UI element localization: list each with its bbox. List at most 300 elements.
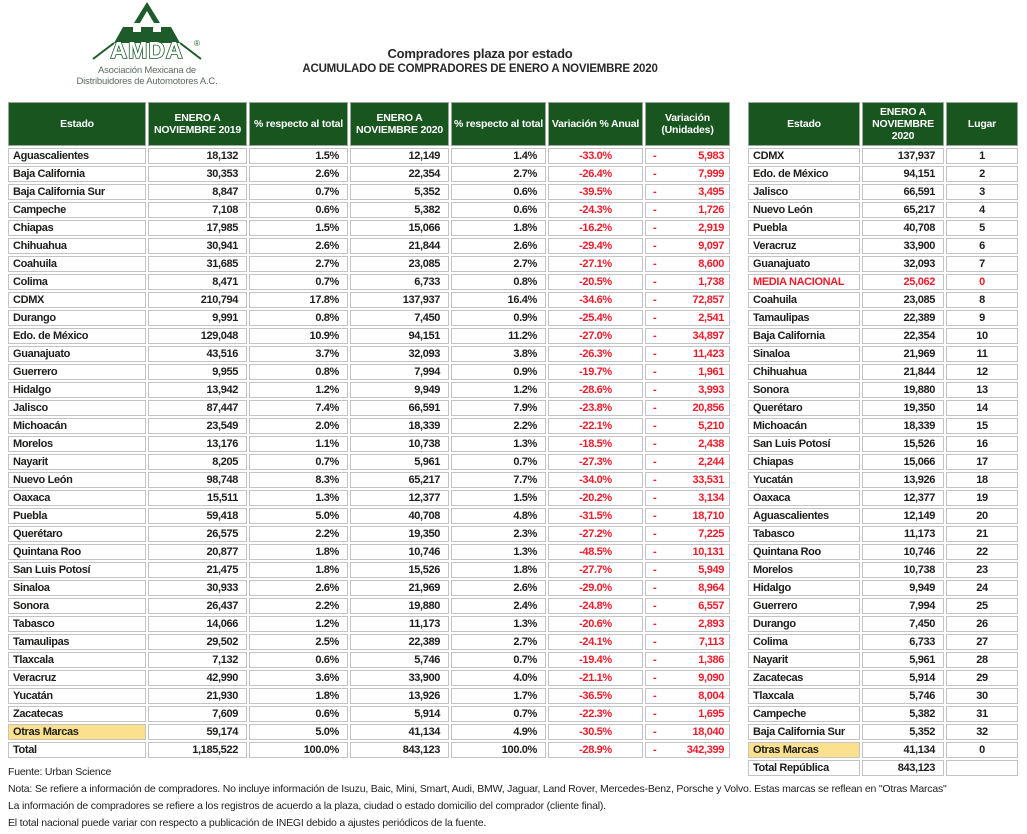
units-value: 1,386 [698,654,724,666]
rank-cell: 2 [946,166,1018,182]
pct-total-2019-cell: 1.8% [249,544,348,560]
value-2019-cell: 8,471 [148,274,247,290]
value-2020-cell: 6,733 [350,274,449,290]
value-2019-cell: 9,955 [148,364,247,380]
table-row [8,454,730,470]
value-2020-cell: 41,134 [862,742,944,758]
value-2019-cell: 26,437 [148,598,247,614]
variation-units-cell [645,238,730,254]
table-row [748,274,1018,290]
units-value: 3,134 [698,492,724,504]
rank-cell: 20 [946,508,1018,524]
minus-sign: - [653,528,657,540]
value-2019-cell: 8,205 [148,454,247,470]
value-2020-cell: 66,591 [350,400,449,416]
minus-sign: - [653,240,657,252]
minus-sign: - [653,330,657,342]
minus-sign: - [653,546,657,558]
variation-units-cell [645,688,730,704]
value-2020-cell: 18,339 [862,418,944,434]
rank-column-header: ENERO A NOVIEMBRE 2020 [862,102,944,146]
value-2019-cell: 7,132 [148,652,247,668]
table-row [8,418,730,434]
value-2019-cell: 7,609 [148,706,247,722]
pct-total-2020-cell: 1.7% [451,688,546,704]
state-name-cell: Jalisco [748,184,860,200]
value-2019-cell: 14,066 [148,616,247,632]
variation-pct-cell: -18.5% [548,436,643,452]
svg-text:AMDA: AMDA [110,37,184,60]
units-value: 2,893 [698,618,724,630]
state-name-cell: Guanajuato [748,256,860,272]
units-value: 7,999 [698,168,724,180]
rank-cell: 3 [946,184,1018,200]
pct-total-2020-cell: 1.3% [451,436,546,452]
units-value: 33,531 [692,474,724,486]
rank-cell: 17 [946,454,1018,470]
state-name-cell: Sinaloa [8,580,146,596]
pct-total-2020-cell: 2.7% [451,634,546,650]
table-row [748,310,1018,326]
value-2019-cell: 29,502 [148,634,247,650]
table-row [8,436,730,452]
variation-pct-cell: -25.4% [548,310,643,326]
variation-units-cell [645,724,730,740]
table-row [8,652,730,668]
table-row [748,436,1018,452]
table-row [748,364,1018,380]
pct-total-2019-cell: 17.8% [249,292,348,308]
table-row [748,652,1018,668]
value-2020-cell: 7,994 [862,598,944,614]
rank-cell: 19 [946,490,1018,506]
value-2020-cell: 40,708 [862,220,944,236]
pct-total-2019-cell: 1.8% [249,562,348,578]
table-row [8,274,730,290]
pct-total-2020-cell: 0.7% [451,454,546,470]
pct-total-2020-cell: 2.3% [451,526,546,542]
state-name-cell: Tlaxcala [748,688,860,704]
state-name-cell: Yucatán [8,688,146,704]
pct-total-2020-cell: 0.7% [451,706,546,722]
variation-units-cell [645,706,730,722]
value-2020-cell: 65,217 [862,202,944,218]
value-2020-cell: 15,526 [862,436,944,452]
main-column-header: ENERO A NOVIEMBRE 2020 [350,102,449,146]
pct-total-2020-cell: 1.3% [451,616,546,632]
table-row [748,346,1018,362]
state-name-cell: Total República [748,760,860,776]
variation-units-cell [645,256,730,272]
variation-pct-cell: -39.5% [548,184,643,200]
variation-units-cell [645,562,730,578]
rank-cell: 10 [946,328,1018,344]
variation-units-cell [645,508,730,524]
value-2020-cell: 94,151 [862,166,944,182]
value-2020-cell: 94,151 [350,328,449,344]
variation-pct-cell: -33.0% [548,148,643,164]
variation-units-cell [645,328,730,344]
variation-pct-cell: -26.3% [548,346,643,362]
minus-sign: - [653,708,657,720]
state-ranking-table [746,100,1020,778]
value-2020-cell: 843,123 [862,760,944,776]
state-name-cell: CDMX [8,292,146,308]
value-2020-cell: 32,093 [862,256,944,272]
minus-sign: - [653,492,657,504]
rank-cell: 25 [946,598,1018,614]
units-value: 2,541 [698,312,724,324]
table-row [8,400,730,416]
rank-cell: 30 [946,688,1018,704]
main-column-header: Variación % Anual [548,102,643,146]
table-row [8,508,730,524]
pct-total-2020-cell: 0.6% [451,184,546,200]
value-2019-cell: 59,418 [148,508,247,524]
state-name-cell: Yucatán [748,472,860,488]
table-row [748,328,1018,344]
pct-total-2019-cell: 0.6% [249,706,348,722]
pct-total-2019-cell: 10.9% [249,328,348,344]
rank-cell: 0 [946,274,1018,290]
state-name-cell: Michoacán [748,418,860,434]
rank-cell: 0 [946,742,1018,758]
state-name-cell: Nayarit [748,652,860,668]
value-2020-cell: 18,339 [350,418,449,434]
variation-units-cell [645,598,730,614]
pct-total-2019-cell: 5.0% [249,508,348,524]
state-name-cell: Tamaulipas [8,634,146,650]
value-2020-cell: 23,085 [350,256,449,272]
value-2019-cell: 18,132 [148,148,247,164]
value-2020-cell: 12,377 [862,490,944,506]
main-table-header-row [8,102,730,146]
value-2019-cell: 1,185,522 [148,742,247,758]
value-2020-cell: 5,382 [862,706,944,722]
variation-pct-cell: -34.0% [548,472,643,488]
variation-pct-cell: -29.0% [548,580,643,596]
value-2020-cell: 66,591 [862,184,944,200]
state-name-cell: Colima [8,274,146,290]
value-2019-cell: 21,930 [148,688,247,704]
state-name-cell: Coahuila [8,256,146,272]
pct-total-2020-cell: 0.8% [451,274,546,290]
table-row [8,256,730,272]
state-name-cell: Nuevo León [8,472,146,488]
table-row [8,382,730,398]
pct-total-2019-cell: 0.6% [249,652,348,668]
pct-total-2020-cell: 100.0% [451,742,546,758]
state-name-cell: Oaxaca [8,490,146,506]
table-row [8,526,730,542]
table-row [748,526,1018,542]
value-2020-cell: 65,217 [350,472,449,488]
state-name-cell: CDMX [748,148,860,164]
state-name-cell: Campeche [8,202,146,218]
rank-cell: 5 [946,220,1018,236]
units-value: 6,557 [698,600,724,612]
state-name-cell: Tamaulipas [748,310,860,326]
table-row [8,148,730,164]
table-row [748,166,1018,182]
variation-pct-cell: -31.5% [548,508,643,524]
state-name-cell: Nayarit [8,454,146,470]
table-row [8,544,730,560]
variation-units-cell [645,490,730,506]
value-2019-cell: 7,108 [148,202,247,218]
pct-total-2020-cell: 7.7% [451,472,546,488]
state-name-cell: Durango [748,616,860,632]
value-2020-cell: 6,733 [862,634,944,650]
minus-sign: - [653,654,657,666]
table-row [748,508,1018,524]
value-2020-cell: 33,900 [350,670,449,686]
variation-units-cell [645,454,730,470]
value-2019-cell: 129,048 [148,328,247,344]
state-name-cell: Veracruz [748,238,860,254]
state-name-cell: Baja California Sur [748,724,860,740]
minus-sign: - [653,510,657,522]
variation-units-cell [645,742,730,758]
value-2020-cell: 5,914 [862,670,944,686]
variation-pct-cell: -24.3% [548,202,643,218]
value-2020-cell: 41,134 [350,724,449,740]
rank-cell: 29 [946,670,1018,686]
value-2020-cell: 10,738 [350,436,449,452]
table-row [748,202,1018,218]
variation-pct-cell: -36.5% [548,688,643,704]
state-name-cell: Quintana Roo [8,544,146,560]
minus-sign: - [653,618,657,630]
state-name-cell: Puebla [8,508,146,524]
svg-text:®: ® [194,39,200,48]
variation-pct-cell: -29.4% [548,238,643,254]
value-2020-cell: 21,844 [862,364,944,380]
value-2020-cell: 33,900 [862,238,944,254]
state-name-cell: San Luis Potosí [8,562,146,578]
value-2020-cell: 22,389 [350,634,449,650]
variation-pct-cell: -27.0% [548,328,643,344]
variation-units-cell [645,364,730,380]
variation-units-cell [645,310,730,326]
page-title: Compradores plaza por estado [387,46,573,61]
units-value: 5,949 [698,564,724,576]
value-2020-cell: 21,969 [350,580,449,596]
rank-cell: 11 [946,346,1018,362]
value-2019-cell: 43,516 [148,346,247,362]
state-name-cell: Querétaro [8,526,146,542]
state-name-cell: Zacatecas [748,670,860,686]
state-name-cell: Baja California Sur [8,184,146,200]
variation-pct-cell: -19.7% [548,364,643,380]
pct-total-2019-cell: 100.0% [249,742,348,758]
variation-pct-cell: -27.1% [548,256,643,272]
rank-cell: 27 [946,634,1018,650]
rank-cell: 28 [946,652,1018,668]
value-2020-cell: 5,382 [350,202,449,218]
table-row [8,742,730,758]
state-name-cell: Aguascalientes [748,508,860,524]
variation-units-cell [645,616,730,632]
state-name-cell: Total [8,742,146,758]
variation-pct-cell: -24.1% [548,634,643,650]
variation-units-cell [645,526,730,542]
variation-pct-cell: -27.3% [548,454,643,470]
value-2020-cell: 5,746 [862,688,944,704]
variation-pct-cell: -22.1% [548,418,643,434]
value-2020-cell: 10,746 [350,544,449,560]
value-2019-cell: 30,933 [148,580,247,596]
value-2019-cell: 98,748 [148,472,247,488]
minus-sign: - [653,600,657,612]
state-name-cell: Guerrero [748,598,860,614]
table-row [748,454,1018,470]
table-row [8,220,730,236]
minus-sign: - [653,672,657,684]
value-2019-cell: 9,991 [148,310,247,326]
units-value: 1,695 [698,708,724,720]
pct-total-2019-cell: 0.8% [249,310,348,326]
state-name-cell: Baja California [8,166,146,182]
state-name-cell: Querétaro [748,400,860,416]
pct-total-2020-cell: 2.6% [451,580,546,596]
minus-sign: - [653,744,657,756]
value-2020-cell: 15,526 [350,562,449,578]
state-name-cell: Hidalgo [748,580,860,596]
value-2019-cell: 13,176 [148,436,247,452]
minus-sign: - [653,168,657,180]
variation-units-cell [645,418,730,434]
variation-units-cell [645,580,730,596]
rank-cell: 21 [946,526,1018,542]
value-2020-cell: 7,994 [350,364,449,380]
variation-units-cell [645,292,730,308]
table-row [748,490,1018,506]
pct-total-2020-cell: 4.8% [451,508,546,524]
table-row [748,706,1018,722]
value-2020-cell: 23,085 [862,292,944,308]
pct-total-2020-cell: 1.2% [451,382,546,398]
main-column-header: Estado [8,102,146,146]
minus-sign: - [653,258,657,270]
value-2020-cell: 9,949 [862,580,944,596]
value-2019-cell: 8,847 [148,184,247,200]
table-row [8,328,730,344]
pct-total-2020-cell: 11.2% [451,328,546,344]
rank-table-header-row [748,102,1018,146]
logo-caption-line1: Asociación Mexicana de [97,65,197,76]
table-row [8,562,730,578]
table-row [748,292,1018,308]
value-2020-cell: 21,969 [862,346,944,362]
table-row [748,580,1018,596]
value-2020-cell: 19,350 [350,526,449,542]
pct-total-2020-cell: 1.5% [451,490,546,506]
footnotes [8,764,1018,832]
units-value: 2,919 [698,222,724,234]
value-2020-cell: 5,961 [350,454,449,470]
value-2019-cell: 26,575 [148,526,247,542]
value-2020-cell: 5,961 [862,652,944,668]
pct-total-2020-cell: 0.7% [451,652,546,668]
pct-total-2020-cell: 0.9% [451,310,546,326]
main-column-header: % respecto al total [249,102,348,146]
value-2020-cell: 13,926 [350,688,449,704]
table-row [748,256,1018,272]
variation-pct-cell: -34.6% [548,292,643,308]
rank-cell: 18 [946,472,1018,488]
pct-total-2019-cell: 2.5% [249,634,348,650]
pct-total-2019-cell: 1.5% [249,148,348,164]
units-value: 9,097 [698,240,724,252]
value-2020-cell: 19,880 [350,598,449,614]
value-2020-cell: 12,149 [350,148,449,164]
value-2020-cell: 9,949 [350,382,449,398]
variation-pct-cell: -20.2% [548,490,643,506]
pct-total-2020-cell: 4.9% [451,724,546,740]
minus-sign: - [653,384,657,396]
variation-units-cell [645,166,730,182]
rank-column-header: Lugar [946,102,1018,146]
units-value: 34,897 [692,330,724,342]
value-2020-cell: 15,066 [350,220,449,236]
pct-total-2019-cell: 2.6% [249,166,348,182]
variation-units-cell [645,274,730,290]
table-row [8,688,730,704]
state-name-cell: Zacatecas [8,706,146,722]
table-row [8,184,730,200]
state-name-cell: Puebla [748,220,860,236]
minus-sign: - [653,186,657,198]
pct-total-2020-cell: 1.8% [451,220,546,236]
value-2020-cell: 11,173 [862,526,944,542]
units-value: 342,399 [686,744,724,756]
rank-cell: 14 [946,400,1018,416]
state-name-cell: Edo. de México [8,328,146,344]
units-value: 18,040 [692,726,724,738]
state-name-cell: Chihuahua [748,364,860,380]
state-name-cell: Edo. de México [748,166,860,182]
state-name-cell: Colima [748,634,860,650]
pct-total-2019-cell: 2.0% [249,418,348,434]
state-name-cell: Chiapas [8,220,146,236]
pct-total-2020-cell: 2.6% [451,238,546,254]
units-value: 18,710 [692,510,724,522]
value-2020-cell: 22,389 [862,310,944,326]
state-name-cell: Morelos [748,562,860,578]
variation-pct-cell: -27.2% [548,526,643,542]
main-column-header: Variación (Unidades) [645,102,730,146]
state-name-cell: Campeche [748,706,860,722]
rank-cell: 8 [946,292,1018,308]
units-value: 1,738 [698,276,724,288]
variation-units-cell [645,436,730,452]
value-2020-cell: 12,377 [350,490,449,506]
variation-units-cell [645,400,730,416]
units-value: 8,004 [698,690,724,702]
value-2020-cell: 10,738 [862,562,944,578]
table-row [748,382,1018,398]
units-value: 72,857 [692,294,724,306]
pct-total-2019-cell: 0.7% [249,184,348,200]
table-row [748,616,1018,632]
pct-total-2020-cell: 2.4% [451,598,546,614]
table-row [8,490,730,506]
table-row [748,472,1018,488]
state-name-cell: Guerrero [8,364,146,380]
minus-sign: - [653,474,657,486]
table-row [8,706,730,722]
